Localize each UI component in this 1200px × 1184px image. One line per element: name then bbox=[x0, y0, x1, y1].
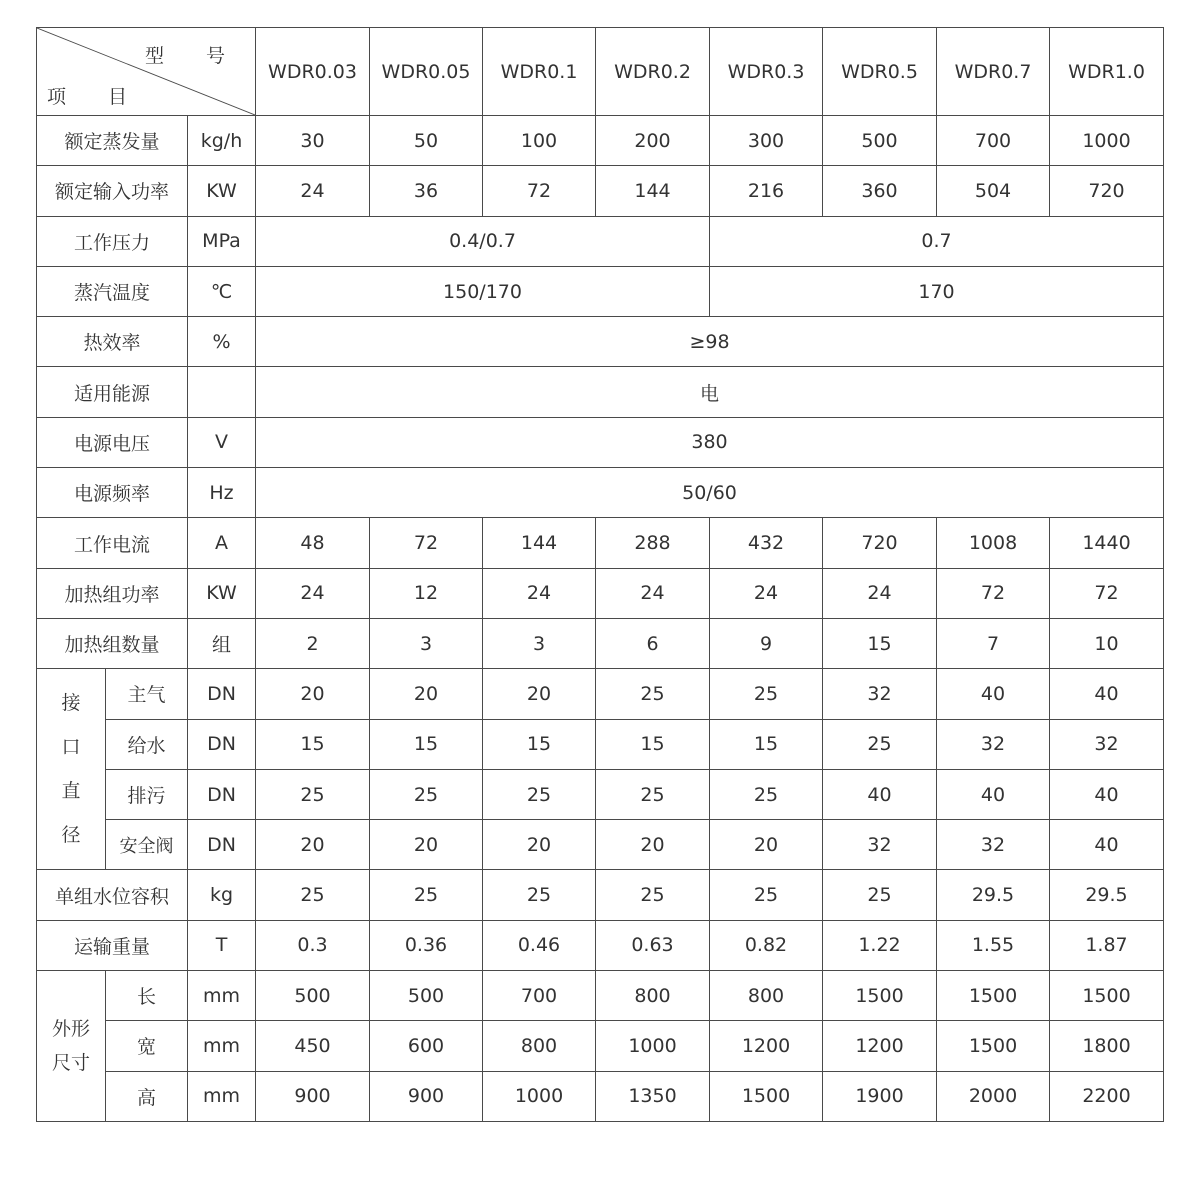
model-header: WDR0.05 bbox=[370, 28, 483, 116]
row-unit: A bbox=[188, 518, 256, 568]
value-cell: 144 bbox=[483, 518, 596, 568]
row-unit: DN bbox=[188, 820, 256, 870]
row-unit: 组 bbox=[188, 618, 256, 668]
value-cell: 20 bbox=[370, 669, 483, 719]
row-label: 主气 bbox=[106, 669, 188, 719]
row-unit: kg/h bbox=[188, 116, 256, 166]
value-cell: 100 bbox=[483, 116, 596, 166]
item-label: 项 目 bbox=[47, 86, 146, 108]
value-cell: 800 bbox=[483, 1021, 596, 1071]
row-label: 热效率 bbox=[37, 317, 188, 367]
row-unit: mm bbox=[188, 1021, 256, 1071]
model-label: 型 号 bbox=[144, 45, 243, 67]
value-cell: 15 bbox=[483, 719, 596, 769]
value-cell: 15 bbox=[256, 719, 370, 769]
value-cell: 2 bbox=[256, 618, 370, 668]
row-unit: KW bbox=[188, 166, 256, 216]
dimension-group-line: 尺寸 bbox=[51, 1051, 90, 1074]
value-cell: 3 bbox=[370, 618, 483, 668]
row-working-pressure bbox=[37, 216, 1164, 266]
value-cell: 1500 bbox=[1050, 971, 1164, 1021]
value-cell: 1350 bbox=[596, 1071, 710, 1121]
model-header: WDR0.5 bbox=[823, 28, 937, 116]
value-cell: 20 bbox=[256, 669, 370, 719]
value-cell: 6 bbox=[596, 618, 710, 668]
row-label: 排污 bbox=[106, 769, 188, 819]
row-unit: V bbox=[188, 417, 256, 467]
connection-group-char: 直 bbox=[61, 780, 81, 803]
value-cell: 900 bbox=[370, 1071, 483, 1121]
value-cell: 50 bbox=[370, 116, 483, 166]
value-cell: 2000 bbox=[937, 1071, 1050, 1121]
value-cell: 3 bbox=[483, 618, 596, 668]
value-cell: 72 bbox=[483, 166, 596, 216]
value-cell: 500 bbox=[256, 971, 370, 1021]
model-header: WDR0.7 bbox=[937, 28, 1050, 116]
value-cell: 电 bbox=[256, 367, 1164, 417]
row-supply-frequency bbox=[37, 468, 1164, 518]
spec-table bbox=[36, 27, 1164, 1122]
value-cell: 0.63 bbox=[596, 920, 710, 970]
row-unit: Hz bbox=[188, 468, 256, 518]
value-cell: 0.4/0.7 bbox=[256, 216, 710, 266]
value-cell: 600 bbox=[370, 1021, 483, 1071]
value-cell: 25 bbox=[823, 870, 937, 920]
row-unit: DN bbox=[188, 769, 256, 819]
connection-group-char: 径 bbox=[61, 824, 81, 847]
value-cell: 40 bbox=[1050, 769, 1164, 819]
value-cell: 24 bbox=[596, 568, 710, 618]
value-cell: 500 bbox=[823, 116, 937, 166]
row-unit: MPa bbox=[188, 216, 256, 266]
value-cell: 1.55 bbox=[937, 920, 1050, 970]
row-working-current bbox=[37, 518, 1164, 568]
value-cell: 24 bbox=[256, 166, 370, 216]
value-cell: 24 bbox=[256, 568, 370, 618]
row-unit: kg bbox=[188, 870, 256, 920]
row-label: 宽 bbox=[106, 1021, 188, 1071]
value-cell: 25 bbox=[710, 870, 823, 920]
value-cell: 2200 bbox=[1050, 1071, 1164, 1121]
value-cell: 504 bbox=[937, 166, 1050, 216]
row-supply-voltage bbox=[37, 417, 1164, 467]
value-cell: 32 bbox=[1050, 719, 1164, 769]
value-cell: 25 bbox=[596, 769, 710, 819]
value-cell: 32 bbox=[823, 669, 937, 719]
value-cell: 40 bbox=[1050, 820, 1164, 870]
row-rated-evaporation bbox=[37, 116, 1164, 166]
value-cell: 72 bbox=[1050, 568, 1164, 618]
row-label: 安全阀 bbox=[106, 820, 188, 870]
value-cell: 900 bbox=[256, 1071, 370, 1121]
value-cell: 25 bbox=[370, 769, 483, 819]
row-unit bbox=[188, 367, 256, 417]
row-energy-source bbox=[37, 367, 1164, 417]
value-cell: 20 bbox=[596, 820, 710, 870]
value-cell: 360 bbox=[823, 166, 937, 216]
row-connection-blowdown bbox=[37, 769, 1164, 819]
row-heater-group-power bbox=[37, 568, 1164, 618]
row-unit: KW bbox=[188, 568, 256, 618]
row-steam-temperature bbox=[37, 266, 1164, 316]
value-cell: 20 bbox=[483, 669, 596, 719]
value-cell: 1200 bbox=[823, 1021, 937, 1071]
connection-group-char: 接 bbox=[61, 692, 81, 715]
value-cell: 15 bbox=[370, 719, 483, 769]
value-cell: ≥98 bbox=[256, 317, 1164, 367]
row-label: 额定蒸发量 bbox=[37, 116, 188, 166]
value-cell: 1000 bbox=[483, 1071, 596, 1121]
row-label: 额定输入功率 bbox=[37, 166, 188, 216]
connection-group-label bbox=[37, 669, 106, 870]
header-row bbox=[37, 28, 1164, 116]
value-cell: 72 bbox=[370, 518, 483, 568]
row-label: 电源频率 bbox=[37, 468, 188, 518]
connection-group-char: 口 bbox=[61, 736, 81, 759]
value-cell: 9 bbox=[710, 618, 823, 668]
value-cell: 288 bbox=[596, 518, 710, 568]
model-header: WDR0.2 bbox=[596, 28, 710, 116]
value-cell: 1008 bbox=[937, 518, 1050, 568]
value-cell: 450 bbox=[256, 1021, 370, 1071]
value-cell: 30 bbox=[256, 116, 370, 166]
value-cell: 50/60 bbox=[256, 468, 1164, 518]
row-label: 电源电压 bbox=[37, 417, 188, 467]
value-cell: 25 bbox=[596, 870, 710, 920]
row-label: 单组水位容积 bbox=[37, 870, 188, 920]
value-cell: 20 bbox=[710, 820, 823, 870]
value-cell: 200 bbox=[596, 116, 710, 166]
value-cell: 20 bbox=[370, 820, 483, 870]
row-dimension-length bbox=[37, 971, 1164, 1021]
row-label: 高 bbox=[106, 1071, 188, 1121]
value-cell: 32 bbox=[937, 719, 1050, 769]
value-cell: 1500 bbox=[710, 1071, 823, 1121]
value-cell: 15 bbox=[596, 719, 710, 769]
row-connection-feed-water bbox=[37, 719, 1164, 769]
row-unit: % bbox=[188, 317, 256, 367]
row-rated-power bbox=[37, 166, 1164, 216]
value-cell: 1.87 bbox=[1050, 920, 1164, 970]
value-cell: 150/170 bbox=[256, 266, 710, 316]
value-cell: 0.7 bbox=[710, 216, 1164, 266]
value-cell: 20 bbox=[256, 820, 370, 870]
value-cell: 1440 bbox=[1050, 518, 1164, 568]
row-water-volume bbox=[37, 870, 1164, 920]
value-cell: 72 bbox=[937, 568, 1050, 618]
value-cell: 25 bbox=[823, 719, 937, 769]
row-connection-main-steam bbox=[37, 669, 1164, 719]
value-cell: 36 bbox=[370, 166, 483, 216]
value-cell: 25 bbox=[256, 870, 370, 920]
value-cell: 0.82 bbox=[710, 920, 823, 970]
value-cell: 15 bbox=[710, 719, 823, 769]
value-cell: 24 bbox=[483, 568, 596, 618]
value-cell: 10 bbox=[1050, 618, 1164, 668]
value-cell: 500 bbox=[370, 971, 483, 1021]
row-connection-safety-valve bbox=[37, 820, 1164, 870]
value-cell: 432 bbox=[710, 518, 823, 568]
value-cell: 1000 bbox=[1050, 116, 1164, 166]
value-cell: 32 bbox=[823, 820, 937, 870]
value-cell: 216 bbox=[710, 166, 823, 216]
value-cell: 15 bbox=[823, 618, 937, 668]
row-shipping-weight bbox=[37, 920, 1164, 970]
value-cell: 800 bbox=[710, 971, 823, 1021]
value-cell: 25 bbox=[710, 669, 823, 719]
value-cell: 1500 bbox=[937, 971, 1050, 1021]
row-unit: ℃ bbox=[188, 266, 256, 316]
row-unit: mm bbox=[188, 1071, 256, 1121]
value-cell: 12 bbox=[370, 568, 483, 618]
value-cell: 40 bbox=[1050, 669, 1164, 719]
value-cell: 40 bbox=[823, 769, 937, 819]
row-label: 运输重量 bbox=[37, 920, 188, 970]
model-header: WDR0.3 bbox=[710, 28, 823, 116]
value-cell: 48 bbox=[256, 518, 370, 568]
dimension-group-line: 外形 bbox=[51, 1017, 90, 1040]
diagonal-header-cell bbox=[37, 28, 256, 116]
row-label: 适用能源 bbox=[37, 367, 188, 417]
value-cell: 25 bbox=[596, 669, 710, 719]
value-cell: 300 bbox=[710, 116, 823, 166]
row-unit: T bbox=[188, 920, 256, 970]
row-label: 加热组数量 bbox=[37, 618, 188, 668]
model-header: WDR1.0 bbox=[1050, 28, 1164, 116]
value-cell: 32 bbox=[937, 820, 1050, 870]
row-dimension-width bbox=[37, 1021, 1164, 1071]
value-cell: 25 bbox=[370, 870, 483, 920]
model-header: WDR0.03 bbox=[256, 28, 370, 116]
value-cell: 1900 bbox=[823, 1071, 937, 1121]
value-cell: 700 bbox=[937, 116, 1050, 166]
value-cell: 25 bbox=[256, 769, 370, 819]
row-label: 长 bbox=[106, 971, 188, 1021]
row-label: 加热组功率 bbox=[37, 568, 188, 618]
row-heater-group-count bbox=[37, 618, 1164, 668]
value-cell: 24 bbox=[710, 568, 823, 618]
value-cell: 1800 bbox=[1050, 1021, 1164, 1071]
value-cell: 720 bbox=[823, 518, 937, 568]
value-cell: 0.46 bbox=[483, 920, 596, 970]
row-dimension-height bbox=[37, 1071, 1164, 1121]
value-cell: 0.36 bbox=[370, 920, 483, 970]
value-cell: 700 bbox=[483, 971, 596, 1021]
value-cell: 144 bbox=[596, 166, 710, 216]
value-cell: 25 bbox=[483, 870, 596, 920]
value-cell: 20 bbox=[483, 820, 596, 870]
value-cell: 1500 bbox=[937, 1021, 1050, 1071]
value-cell: 1.22 bbox=[823, 920, 937, 970]
value-cell: 170 bbox=[710, 266, 1164, 316]
row-unit: DN bbox=[188, 719, 256, 769]
value-cell: 0.3 bbox=[256, 920, 370, 970]
row-thermal-efficiency bbox=[37, 317, 1164, 367]
row-unit: mm bbox=[188, 971, 256, 1021]
value-cell: 29.5 bbox=[1050, 870, 1164, 920]
value-cell: 1200 bbox=[710, 1021, 823, 1071]
value-cell: 1000 bbox=[596, 1021, 710, 1071]
value-cell: 720 bbox=[1050, 166, 1164, 216]
value-cell: 29.5 bbox=[937, 870, 1050, 920]
row-label: 蒸汽温度 bbox=[37, 266, 188, 316]
value-cell: 800 bbox=[596, 971, 710, 1021]
value-cell: 7 bbox=[937, 618, 1050, 668]
dimension-group-label bbox=[37, 971, 106, 1122]
row-label: 工作压力 bbox=[37, 216, 188, 266]
value-cell: 24 bbox=[823, 568, 937, 618]
value-cell: 40 bbox=[937, 669, 1050, 719]
value-cell: 25 bbox=[710, 769, 823, 819]
row-label: 给水 bbox=[106, 719, 188, 769]
value-cell: 380 bbox=[256, 417, 1164, 467]
row-label: 工作电流 bbox=[37, 518, 188, 568]
value-cell: 1500 bbox=[823, 971, 937, 1021]
row-unit: DN bbox=[188, 669, 256, 719]
value-cell: 40 bbox=[937, 769, 1050, 819]
value-cell: 25 bbox=[483, 769, 596, 819]
model-header: WDR0.1 bbox=[483, 28, 596, 116]
